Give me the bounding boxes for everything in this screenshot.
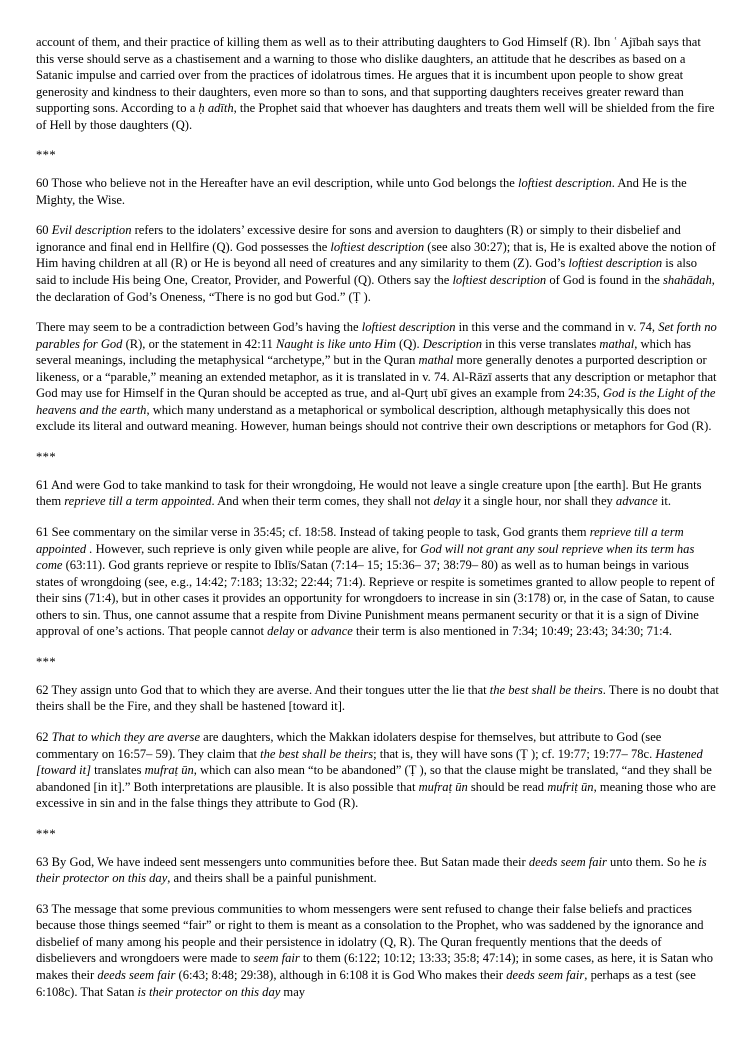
section-divider: *** [36, 654, 57, 669]
section-divider: *** [36, 826, 57, 841]
commentary-62: 62 That to which they are averse are daughters, which the Makkan idolaters despise for themselves, but attribute to God (see commentary on 16:57– 59). They claim that the best shall be theirs; that is, they will have sons (Ṭ ); cf. 19:77; 19:77– 78c. Hastened [toward it] translates mufraṭ ūn, which can also mean “to be abandoned” (Ṭ ), so that the clause might be translated, “and they shall be abandoned [in it].” Both interpretations are plausible. It is also possible that mufraṭ ūn should be read mufriṭ ūn, meaning those who are excessive in sin and in the false things they attribute to God (R). [36, 729, 716, 811]
verse-60: 60 Those who believe not in the Hereafter have an evil description, while unto God belongs the loftiest description. And He is the Mighty, the Wise. [36, 176, 687, 207]
section-divider: *** [36, 148, 57, 163]
verse-63: 63 By God, We have indeed sent messengers unto communities before thee. But Satan made their deeds seem fair unto them. So he is their protector on this day, and theirs shall be a painful punishment. [36, 854, 707, 886]
commentary-63: 63 The message that some previous communities to whom messengers were sent refused to change their false beliefs and practices because those things seemed “fair” or right to them is meant as a consolation to the Prophet, who was saddened by the ignorance and disbelief of many among his people and their persistence in idolatry (Q, R). The Quran frequently mentions that the deeds of disbelievers and wrongdoers were made to seem fair to them (6:122; 10:12; 13:33; 35:8; 47:14); in some cases, as here, it is Satan who makes their deeds seem fair (6:43; 8:48; 29:38), although in 6:108 it is God Who makes their deeds seem fair, perhaps as a test (see 6:108c). That Satan is their protector on this day may [36, 901, 714, 999]
commentary-60-continued: There may seem to be a contradiction between God’s having the loftiest description in this verse and the command in v. 74, Set forth no parables for God (R), or the statement in 42:11 Naught is like unto Him (Q). Description in this verse translates mathal, which has several meanings, including the metaphysical “archetype,” but in the Quran mathal more generally denotes a purported description or likeness, or a “parable,” meaning an extended metaphor, as it is translated in v. 74. Al-Rāzī asserts that any description or metaphor that God may use for Himself in the Quran should be accepted as true, and al-Qurṭ ubī gives an example from 24:35, God is the Light of the heavens and the earth, which many understand as a metaphorical or symbolical description, although metaphysically this does not exclude its literal and outward meaning. However, human beings should not contrive their own descriptions or metaphors for God (R). [36, 320, 717, 434]
commentary-61: 61 See commentary on the similar verse in 35:45; cf. 18:58. Instead of taking people to task, God grants them reprieve till a term appointed . However, such reprieve is only given while people are alive, for God will not grant any soul reprieve when its term has come (63:11). God grants reprieve or respite to Iblīs/Satan (7:14– 15; 15:36– 37; 38:79– 80) as well as to human beings in various states of wrongdoing (see, e.g., 14:42; 7:183; 13:32; 22:44; 71:4). Reprieve or respite is sometimes granted to allow people to repent of their sins (71:4), but in other cases it provides an opportunity for wrongdoers to increase in sin (3:178) or, in the case of Satan, to cause others to sin. Thus, one cannot assume that a respite from Divine Punishment means permanent security or that it is a sign of Divine approval of one’s actions. That people cannot delay or advance their term is also mentioned in 7:34; 10:49; 23:43; 34:30; 71:4. [36, 525, 715, 639]
verse-62: 62 They assign unto God that to which they are averse. And their tongues utter the lie that the best shall be theirs. There is no doubt that theirs shall be the Fire, and they shall be hastened [toward it]. [36, 682, 719, 714]
commentary-60: 60 Evil description refers to the idolaters’ excessive desire for sons and aversion to daughters (R) or simply to their disbelief and ignorance and final end in Hellfire (Q). God possesses the loftiest description (see also 30:27); that is, He is exalted above the notion of Him having children at all (R) or He is beyond all need of creatures and any similarity to them (Z). God’s loftiest description is also said to include His being One, Creator, Provider, and Powerful (Q). Others say the loftiest description of God is found in the shahādah, the declaration of God’s Oneness, “There is no god but God.” (Ṭ ). [36, 223, 716, 304]
section-divider: *** [36, 449, 57, 464]
verse-61: 61 And were God to take mankind to task for their wrongdoing, He would not leave a single creature upon [the earth]. But He grants them reprieve till a term appointed. And when their term comes, they shall not delay it a single hour, nor shall they advance it. [36, 477, 702, 509]
paragraph-intro: account of them, and their practice of killing them as well as to their attributing daughters to God Himself (R). Ibn ʿ Ajībah says that this verse should serve as a chastisement and a warning to those who dislike daughters, an attitude that he describes as based on a Satanic impulse and carried over from the practices of idolatrous times. He argues that it is incumbent upon people to show great generosity and kindness to their daughters, even more so than to sons, and that supporting daughters receives greater reward than supporting sons. According to a ḥ adīth, the Prophet said that whoever has daughters and treats them well will be shielded from the fire of Hell by those daughters (Q). [36, 35, 715, 132]
